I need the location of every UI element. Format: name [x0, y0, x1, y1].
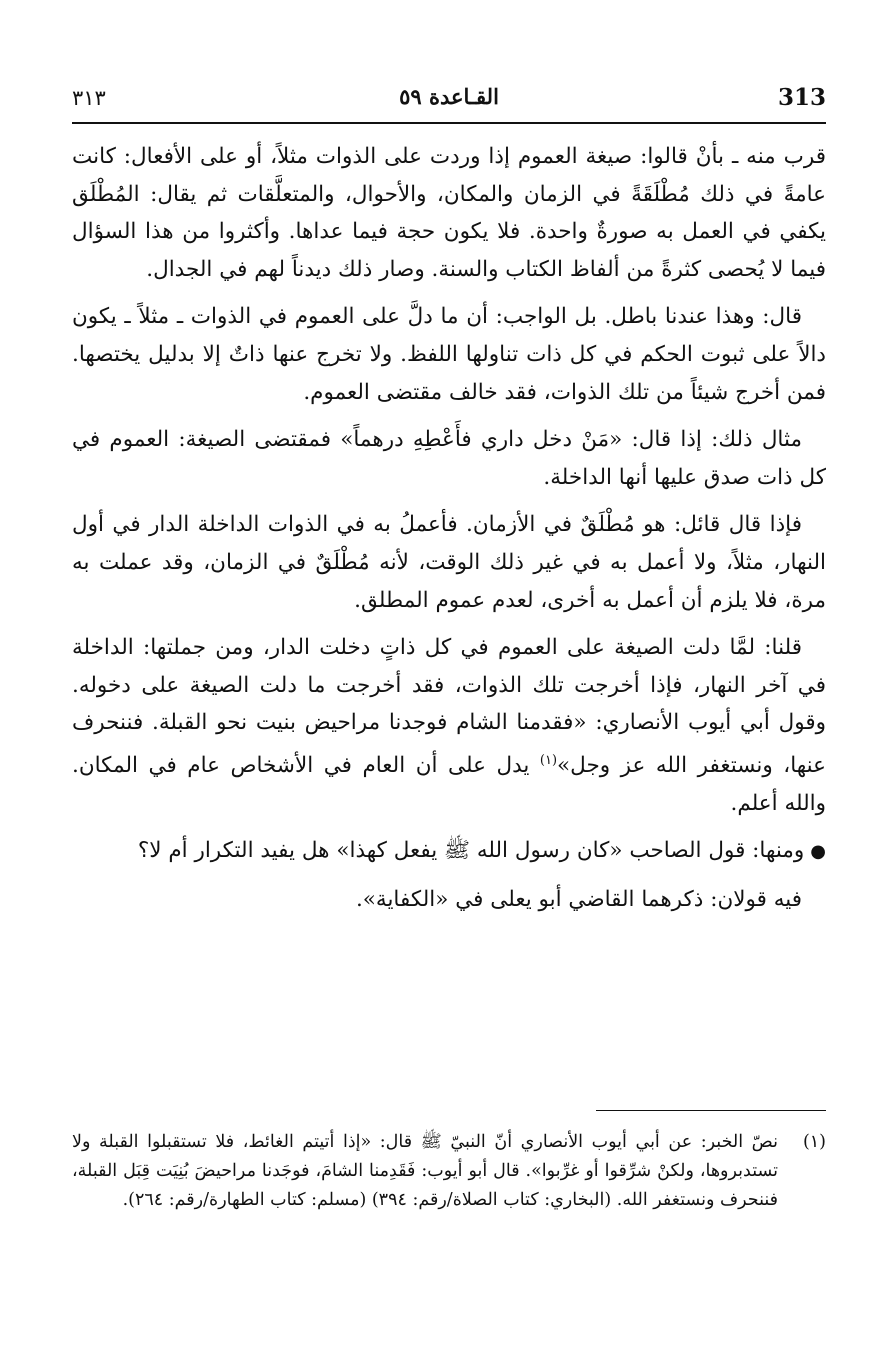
footnote-text: نصّ الخبر: عن أبي أيوب الأنصاري أنّ النبيّ ﷺ قال: «إذا أتيتم الغائط، فلا تستقبلوا القبلة ولا تستدبروها، ولكنْ شرِّقوا أو غرِّبوا». قال أبو أيوب: فَقَدِمنا الشامَ، فوجَدنا مراحيضَ بُنِيَت قِبَل القبلة، فننحرف ونستغفر الله. (البخاري: كتاب الصلاة/رقم: ٣٩٤) (مسلم: كتاب الطهارة/رقم: ٢٦٤). — [72, 1132, 778, 1210]
page-header — [72, 80, 826, 120]
bullet-icon: ● — [810, 841, 826, 863]
paragraph-5-continuation: يدل على أن العام في الأشخاص عام في المكان. والله أعلم. — [72, 753, 826, 816]
paragraph-1: قرب منه ـ بأنْ قالوا: صيغة العموم إذا وردت على الذوات مثلاً، أو على الأفعال: كانت عامةً في ذلك مُطْلَقَةً في الزمان والمكان، والأحوال، والمتعلَّقات ثم يقال: المُطْلَق يكفي في العمل به صورةٌ واحدة. فلا يكون حجة فيما عداها. وأكثروا من هذا السؤال فيما لا يُحصى كثرةً من ألفاظ الكتاب والسنة. وصار ذلك ديدناً لهم في الجدال. — [72, 144, 826, 282]
section-title: القـاعدة ٥٩ — [399, 84, 499, 109]
paragraph-6-text: ومنها: قول الصاحب «كان رسول الله ﷺ يفعل كهذا» هل يفيد التكرار أم لا؟ — [137, 838, 805, 864]
paragraph-3: مثال ذلك: إذا قال: «مَنْ دخل داري فأَعْطِهِ درهماً» فمقتضى الصيغة: العموم في كل ذات صدق عليها أنها الداخلة. — [72, 427, 826, 490]
page-number-arabic: ٣١٣ — [72, 86, 106, 110]
paragraph-5 — [72, 629, 826, 822]
paragraph-2: قال: وهذا عندنا باطل. بل الواجب: أن ما دلَّ على العموم في الذوات ـ مثلاً ـ يكون دالاً على ثبوت الحكم في كل ذات تناولها اللفظ. ولا تخرج عنها ذاتٌ إلا بدليل يختصها. فمن أخرج شيئاً من تلك الذوات، فقد خالف مقتضى العموم. — [72, 304, 826, 405]
footnote-rule — [596, 1110, 826, 1111]
footnote — [72, 1128, 826, 1215]
header-rule — [72, 122, 826, 124]
paragraph-6 — [72, 832, 826, 871]
main-text — [72, 138, 826, 928]
paragraph-7: فيه قولان: ذكرهما القاضي أبو يعلى في «الكفاية». — [355, 886, 802, 912]
page-number-latin: 313 — [777, 84, 826, 111]
paragraph-4: فإذا قال قائل: هو مُطْلَقٌ في الأزمان. فأعملُ به في الذوات الداخلة الدار في أول النهار، مثلاً، ولا أعمل به في غير ذلك الوقت، لأنه مُطْلَقٌ في الزمان، وقد عملت به مرة، فلا يلزم أن أعمل به أخرى، لعدم عموم المطلق. — [72, 512, 826, 613]
footnote-number: (١) — [802, 1132, 826, 1152]
paragraph-5-text: قلنا: لمَّا دلت الصيغة على العموم في كل ذاتٍ دخلت الدار، ومن جملتها: الداخلة في آخر النهار، فإذا أخرجت تلك الذوات، فقد أخرجت ما دلت الصيغة على دخوله. وقول أبي أيوب الأنصاري: «فقدمنا الشام فوجدنا مراحيض بنيت نحو القبلة. فننحرف عنها، ونستغفر الله عز وجل» — [72, 635, 826, 779]
footnote-reference[interactable]: (١) — [539, 752, 558, 768]
